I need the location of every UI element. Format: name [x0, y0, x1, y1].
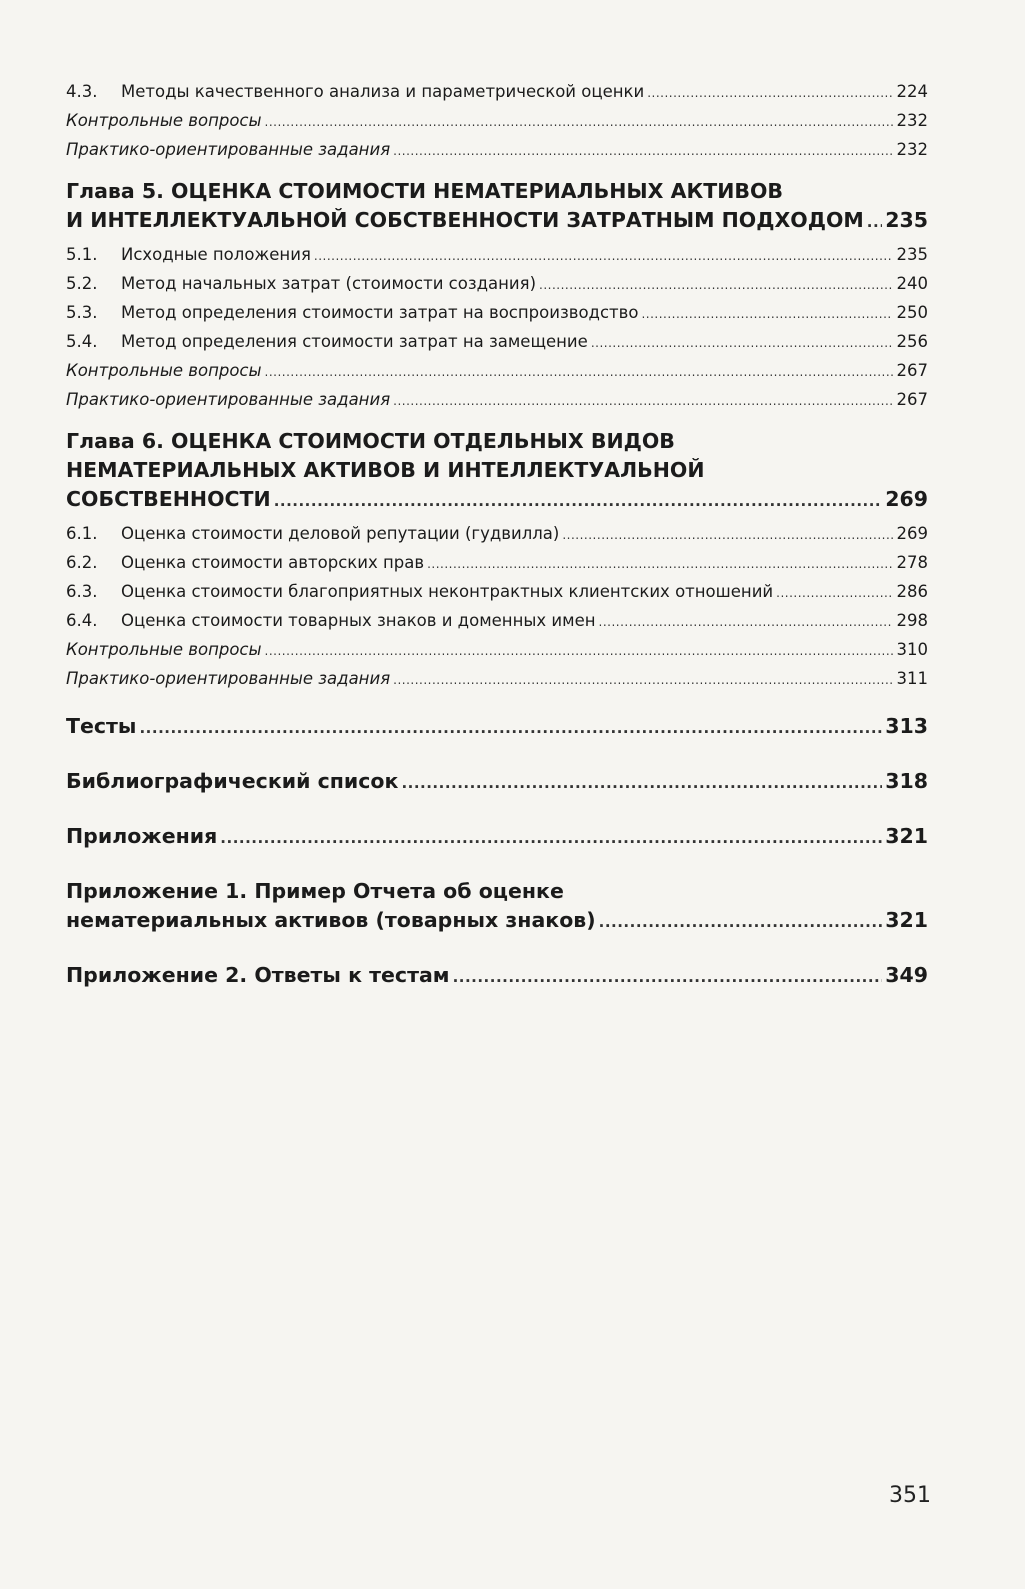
dot-leader: [393, 387, 893, 415]
chapter-6-entries: [66, 520, 928, 694]
toc-entry: [66, 270, 928, 299]
toc-entry-title: Практико-ориентированные задания: [66, 140, 391, 159]
chapter-page: 269: [885, 487, 928, 511]
toc-entry-page: 232: [896, 111, 928, 130]
toc-entry: [66, 241, 928, 270]
toc-major-row: [66, 961, 928, 992]
toc-entry-title: Методы качественного анализа и параметрической оценки: [121, 82, 645, 101]
chapter-title-line: Глава 5. ОЦЕНКА СТОИМОСТИ НЕМАТЕРИАЛЬНЫХ АКТИВОВ: [66, 179, 784, 203]
page-number: 351: [889, 1483, 931, 1508]
toc-appendix-1: [66, 877, 928, 937]
toc-major-title: нематериальных активов (товарных знаков): [66, 908, 596, 932]
toc-entry-page: 224: [896, 82, 928, 101]
toc-entry-title: Оценка стоимости благоприятных неконтрактных клиентских отношений: [121, 582, 774, 601]
toc-entry: [66, 107, 928, 136]
toc-section-4-tail: [66, 78, 928, 165]
toc-entry-page: 232: [896, 140, 928, 159]
dot-leader: [265, 637, 893, 665]
toc-appendices: [66, 822, 928, 853]
dot-leader: [139, 714, 882, 743]
toc-entry: [66, 357, 928, 386]
dot-leader: [274, 487, 883, 516]
dot-leader: [776, 579, 893, 607]
dot-leader: [647, 79, 893, 107]
toc-entry-title: Метод определения стоимости затрат на воспроизводство: [121, 303, 639, 322]
toc-entry-page: 250: [896, 303, 928, 322]
toc-entry-page: 235: [896, 245, 928, 264]
toc-entry-title: Оценка стоимости деловой репутации (гудвилла): [121, 524, 560, 543]
toc-entry-number: 5.2.: [66, 274, 98, 293]
dot-leader: [591, 329, 893, 357]
toc-entry-number: 5.4.: [66, 332, 98, 351]
toc-entry-page: 267: [896, 361, 928, 380]
toc-entry: [66, 78, 928, 107]
toc-major-page: 349: [885, 963, 928, 987]
toc-entry-number: 6.2.: [66, 553, 98, 572]
toc-major-title: Тесты: [66, 714, 137, 738]
toc-entry-number: 6.3.: [66, 582, 98, 601]
toc-entry-title: Метод определения стоимости затрат на замещение: [121, 332, 588, 351]
toc-entry-page: 256: [896, 332, 928, 351]
toc-entry-number: 5.1.: [66, 245, 98, 264]
toc-major-title: Библиографический список: [66, 769, 399, 793]
toc-entry-number: 5.3.: [66, 303, 98, 322]
toc-entry-number: 6.1.: [66, 524, 98, 543]
toc-entry: [66, 549, 928, 578]
toc-major-row: [66, 906, 928, 937]
toc-entry: [66, 636, 928, 665]
table-of-contents: [66, 78, 928, 992]
toc-entry: [66, 328, 928, 357]
chapter-title-line: НЕМАТЕРИАЛЬНЫХ АКТИВОВ И ИНТЕЛЛЕКТУАЛЬНОЙ: [66, 458, 705, 482]
toc-entry: [66, 299, 928, 328]
toc-major-page: 318: [885, 769, 928, 793]
toc-major-title: Приложение 2. Ответы к тестам: [66, 963, 450, 987]
toc-entry-page: 310: [896, 640, 928, 659]
chapter-5-entries: [66, 241, 928, 415]
dot-leader: [867, 208, 882, 237]
toc-major-title: Приложение 1. Пример Отчета об оценке: [66, 879, 564, 903]
toc-entry-title: Метод начальных затрат (стоимости создания): [121, 274, 537, 293]
toc-entry-title: Практико-ориентированные задания: [66, 390, 391, 409]
toc-entry-title: Оценка стоимости товарных знаков и доменных имен: [121, 611, 596, 630]
toc-entry-page: 267: [896, 390, 928, 409]
dot-leader: [562, 521, 893, 549]
toc-entry-title: Оценка стоимости авторских прав: [121, 553, 425, 572]
dot-leader: [265, 108, 893, 136]
toc-entry: [66, 665, 928, 694]
toc-entry-title: Практико-ориентированные задания: [66, 669, 391, 688]
dot-leader: [641, 300, 893, 328]
toc-entry: [66, 578, 928, 607]
dot-leader: [427, 550, 893, 578]
toc-major-row: [66, 767, 928, 798]
dot-leader: [220, 824, 882, 853]
dot-leader: [453, 963, 883, 992]
toc-entry-page: 298: [896, 611, 928, 630]
toc-entry-title: Исходные положения: [121, 245, 311, 264]
toc-entry-title: Контрольные вопросы: [66, 640, 262, 659]
dot-leader: [393, 137, 893, 165]
chapter-title-line: Глава 6. ОЦЕНКА СТОИМОСТИ ОТДЕЛЬНЫХ ВИДОВ: [66, 429, 675, 453]
dot-leader: [599, 908, 883, 937]
toc-entry-page: 286: [896, 582, 928, 601]
chapter-6-heading: [66, 427, 928, 516]
toc-entry-number: 6.4.: [66, 611, 98, 630]
dot-leader: [265, 358, 893, 386]
toc-entry: [66, 386, 928, 415]
dot-leader: [539, 271, 893, 299]
chapter-title-line-last: [66, 206, 928, 237]
chapter-title-line-last: [66, 485, 928, 516]
toc-bibliography: [66, 767, 928, 798]
toc-tests: [66, 712, 928, 743]
chapter-5-heading: [66, 177, 928, 237]
dot-leader: [314, 242, 893, 270]
toc-major-title: Приложения: [66, 824, 218, 848]
toc-major-row: [66, 822, 928, 853]
dot-leader: [393, 666, 893, 694]
toc-entry-page: 269: [896, 524, 928, 543]
toc-entry: [66, 136, 928, 165]
toc-major-page: 321: [885, 824, 928, 848]
toc-entry-title: Контрольные вопросы: [66, 111, 262, 130]
chapter-title-line: И ИНТЕЛЛЕКТУАЛЬНОЙ СОБСТВЕННОСТИ ЗАТРАТНЫМ ПОДХОДОМ: [66, 208, 864, 232]
toc-entry: [66, 607, 928, 636]
toc-major-row: [66, 712, 928, 743]
dot-leader: [599, 608, 893, 636]
chapter-title-line: СОБСТВЕННОСТИ: [66, 487, 271, 511]
toc-major-page: 321: [885, 908, 928, 932]
toc-appendix-2: [66, 961, 928, 992]
dot-leader: [401, 769, 882, 798]
chapter-page: 235: [885, 208, 928, 232]
toc-major-page: 313: [885, 714, 928, 738]
toc-entry-number: 4.3.: [66, 82, 98, 101]
toc-entry: [66, 520, 928, 549]
toc-entry-page: 278: [896, 553, 928, 572]
toc-entry-page: 240: [896, 274, 928, 293]
toc-entry-page: 311: [896, 669, 928, 688]
toc-entry-title: Контрольные вопросы: [66, 361, 262, 380]
